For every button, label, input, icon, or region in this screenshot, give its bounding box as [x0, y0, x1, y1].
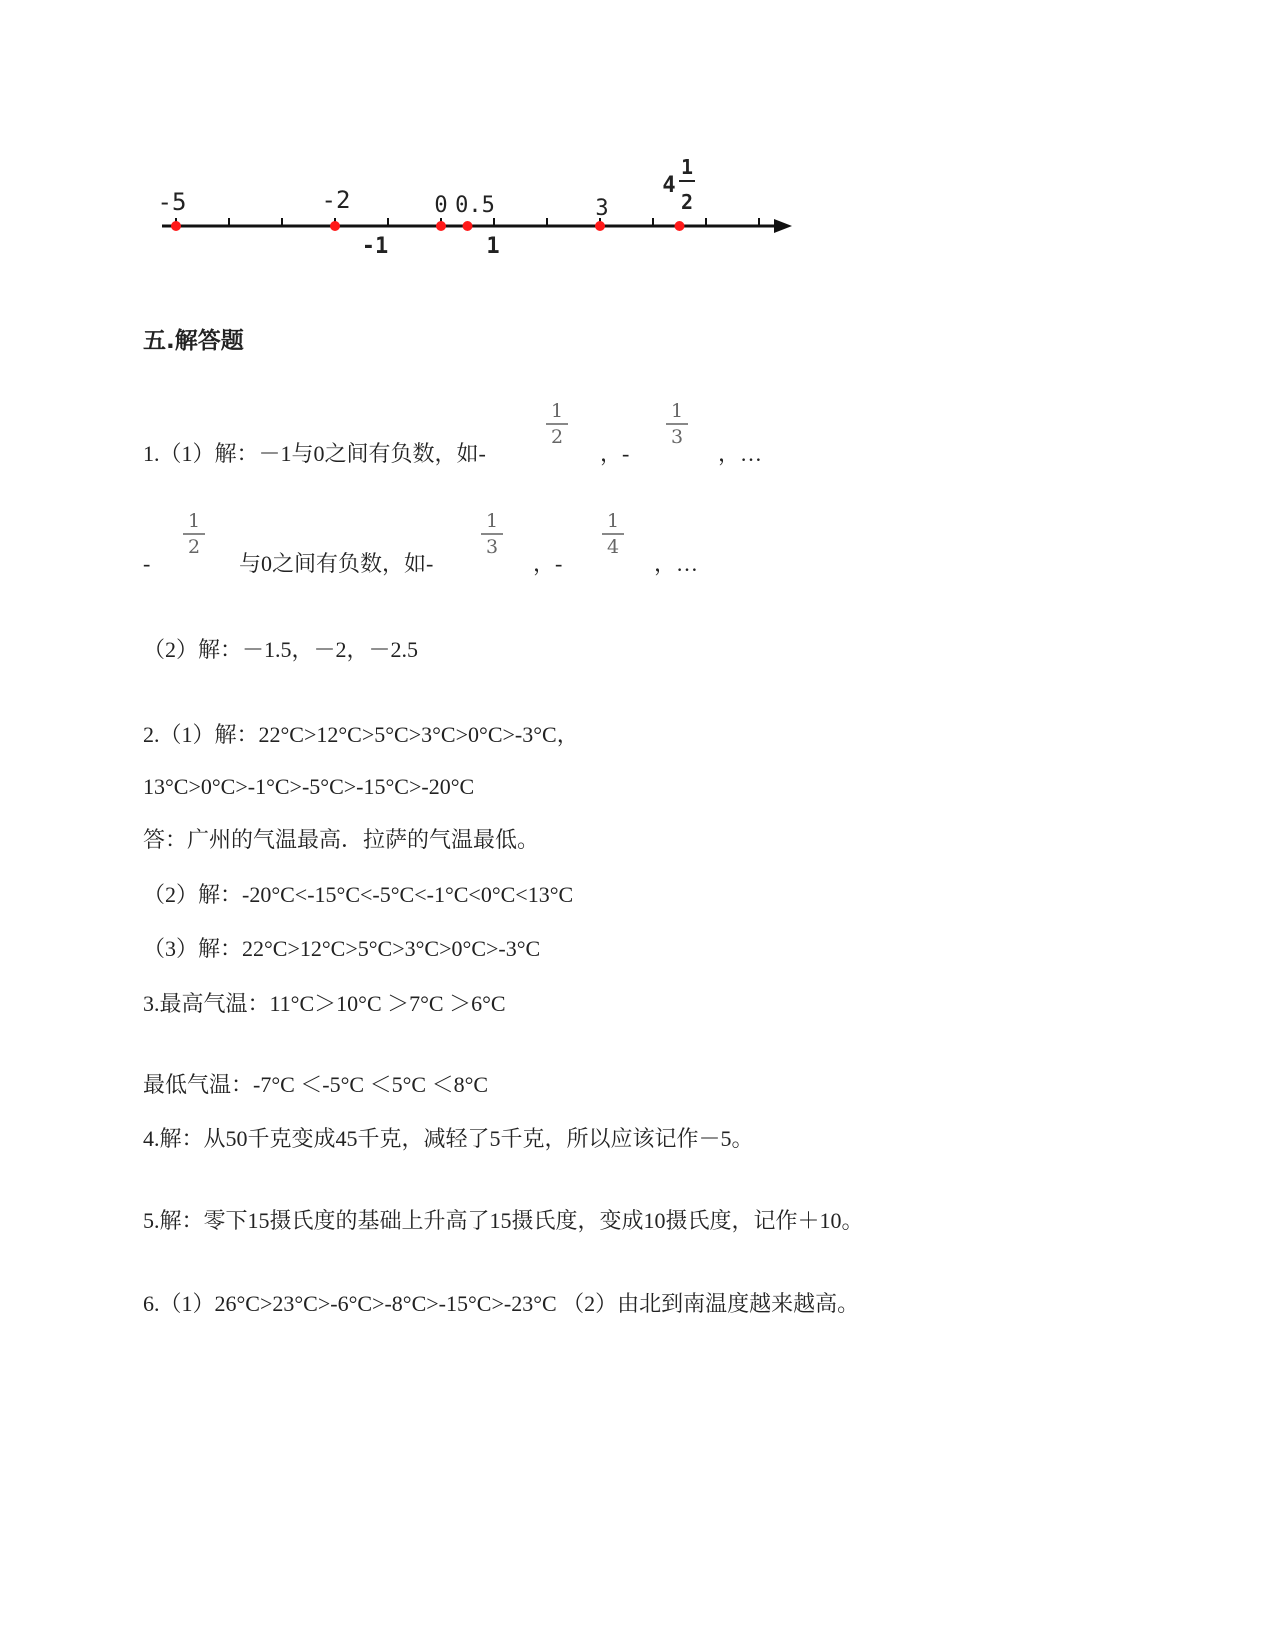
- label-1: 1: [486, 234, 500, 259]
- label-neg-5: -5: [157, 188, 187, 216]
- label-neg-1: -1: [361, 234, 389, 259]
- q1-line2-fraction-0: [183, 510, 205, 558]
- number-line-point: [171, 221, 181, 231]
- q1-line1-separator-1: ，-: [600, 441, 630, 466]
- fraction-denominator: 3: [485, 535, 499, 558]
- q2-line1: 2.（1）解：22°C>12°C>5°C>3°C>0°C>-3°C，: [143, 722, 579, 747]
- q6-text: 6.（1）26°C>23°C>-6°C>-8°C>-15°C>-23°C （2）由北到南温度越来越高。: [143, 1291, 860, 1316]
- q1-line2-fraction-1: [481, 510, 503, 558]
- fraction-bar: [481, 533, 503, 535]
- fraction-bar: [666, 423, 688, 425]
- fraction-numerator: 1: [670, 400, 684, 422]
- label-0-5: 0.5: [455, 193, 495, 218]
- q1-line2-prefix: -: [143, 551, 151, 576]
- number-line-figure: [150, 150, 810, 265]
- label-mixed-whole: 4: [662, 173, 676, 198]
- fraction-numerator: 1: [550, 400, 564, 422]
- q1-line1-prefix: 1.（1）解：－1与0之间有负数，如-: [143, 441, 486, 466]
- q1-line1-fraction-1: [546, 400, 568, 448]
- number-line-point: [330, 221, 340, 231]
- q2-answer: 答：广州的气温最高．拉萨的气温最低。: [143, 827, 540, 852]
- fraction-bar: [546, 423, 568, 425]
- q1-line2-separator-1: ，-: [533, 551, 563, 576]
- q1-line2-middle: 与0之间有负数，如-: [239, 551, 434, 576]
- q2-line2: 13°C>0°C>-1°C>-5°C>-15°C>-20°C: [143, 774, 475, 799]
- number-line-arrow: [774, 219, 792, 233]
- label-mixed-den: 2: [680, 190, 694, 214]
- q2-part2: （2）解：-20°C<-15°C<-5°C<-1°C<0°C<13°C: [143, 882, 574, 907]
- q1-line1-separator-2: ，…: [718, 441, 763, 466]
- label-mixed-num: 1: [680, 155, 694, 179]
- number-line-point: [436, 221, 446, 231]
- number-line-point: [463, 221, 473, 231]
- q2-part3: （3）解：22°C>12°C>5°C>3°C>0°C>-3°C: [143, 936, 541, 961]
- number-line-point: [675, 221, 685, 231]
- q4-text: 4.解：从50千克变成45千克，减轻了5千克，所以应该记作－5。: [143, 1126, 754, 1151]
- number-line-point: [595, 221, 605, 231]
- q3-line1: 3.最高气温：11°C＞10°C ＞7°C ＞6°C: [143, 991, 506, 1016]
- q1-line2-separator-2: ，…: [654, 551, 699, 576]
- q1-line2-fraction-2: [602, 510, 624, 558]
- fraction-numerator: 1: [606, 510, 620, 532]
- fraction-bar: [602, 533, 624, 535]
- label-0: 0: [434, 193, 448, 218]
- section-title: 五.解答题: [143, 328, 244, 354]
- fraction-bar: [183, 533, 205, 535]
- fraction-numerator: 1: [187, 510, 201, 532]
- q1-part2: （2）解：－1.5，－2，－2.5: [143, 637, 419, 662]
- q1-line1-fraction-2: [666, 400, 688, 448]
- fraction-denominator: 2: [187, 535, 201, 558]
- label-neg-2: -2: [321, 186, 351, 214]
- fraction-denominator: 4: [606, 535, 620, 558]
- q3-line2: 最低气温：-7°C ＜-5°C ＜5°C ＜8°C: [143, 1072, 489, 1097]
- fraction-numerator: 1: [485, 510, 499, 532]
- q5-text: 5.解：零下15摄氏度的基础上升高了15摄氏度，变成10摄氏度，记作＋10。: [143, 1208, 864, 1233]
- fraction-denominator: 3: [670, 425, 684, 448]
- label-3: 3: [595, 196, 609, 221]
- fraction-denominator: 2: [550, 425, 564, 448]
